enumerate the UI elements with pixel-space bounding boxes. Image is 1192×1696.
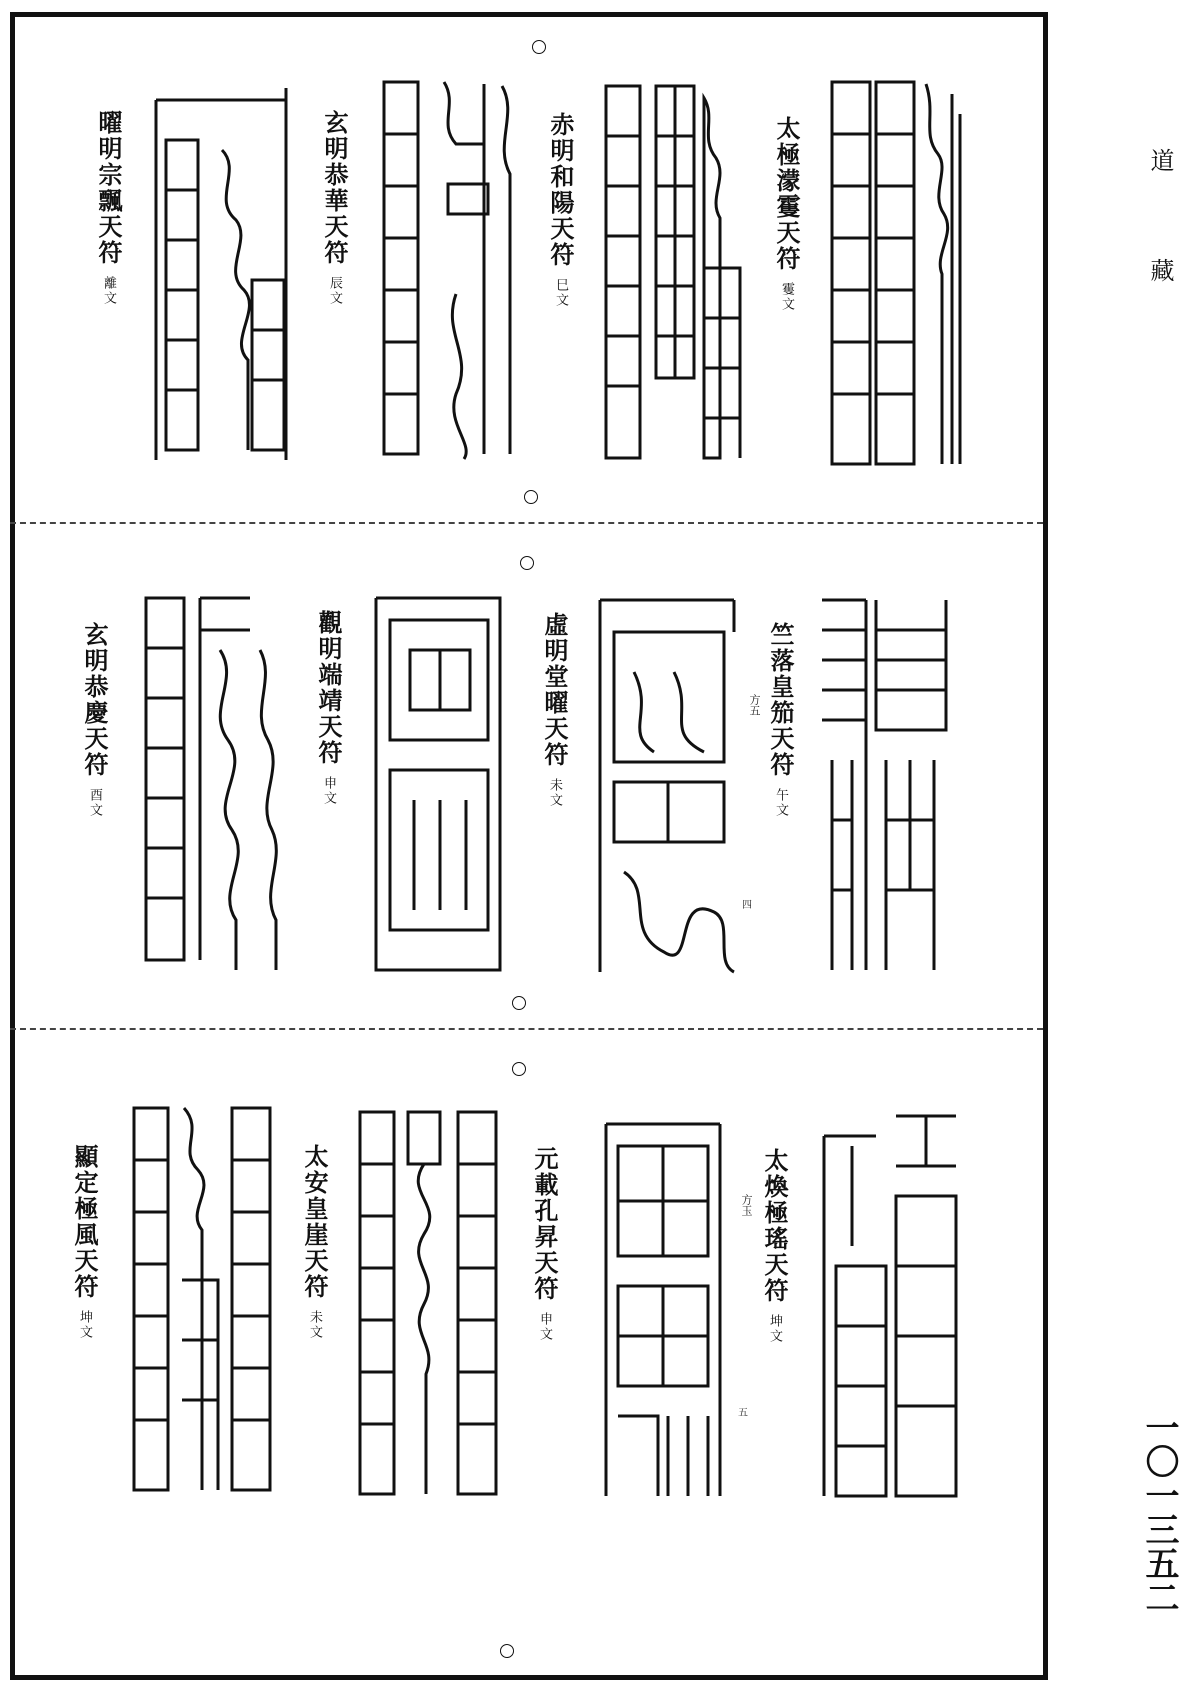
talisman-glyph-2 <box>600 78 750 468</box>
side-title-zang: 藏 <box>1146 258 1174 282</box>
talisman-glyph-11 <box>354 1104 504 1504</box>
talisman-glyph-4 <box>152 80 292 460</box>
tiny-mark: 五 <box>738 1408 748 1419</box>
band-divider-1 <box>10 522 1043 524</box>
side-title-dao: 道 <box>1146 148 1174 172</box>
talisman-glyph-5 <box>816 590 966 980</box>
band-divider-2 <box>10 1028 1043 1030</box>
talisman-caption-6: 虛明堂曜天符未文 <box>540 612 569 808</box>
talisman-note-9: 方玉 <box>740 1194 753 1216</box>
registration-circle <box>500 1644 514 1658</box>
talisman-note-5: 方五 <box>748 694 761 716</box>
talisman-caption-4: 曜明宗飄天符離文 <box>94 110 123 306</box>
talisman-glyph-12 <box>128 1100 278 1500</box>
talisman-glyph-1 <box>826 74 966 474</box>
talisman-glyph-10 <box>598 1116 728 1506</box>
tiny-mark: 四 <box>742 900 752 911</box>
talisman-glyph-7 <box>370 590 510 980</box>
registration-circle <box>524 490 538 504</box>
registration-circle <box>512 1062 526 1076</box>
talisman-glyph-9 <box>816 1106 966 1506</box>
talisman-caption-1: 太極濛䨥天符䨥文 <box>772 116 801 312</box>
talisman-caption-5: 竺落皇笳天符午文 <box>766 622 795 818</box>
talisman-caption-9: 太煥極瑤天符坤文 <box>760 1148 789 1344</box>
folio-number: 一〇一三五二 <box>1139 1410 1179 1614</box>
registration-circle <box>520 556 534 570</box>
talisman-caption-11: 太安皇崖天符未文 <box>300 1144 329 1340</box>
talisman-caption-2: 赤明和陽天符巳文 <box>546 112 575 308</box>
talisman-glyph-8 <box>140 590 290 980</box>
talisman-glyph-3 <box>378 74 528 464</box>
registration-circle <box>512 996 526 1010</box>
talisman-glyph-6 <box>594 592 744 982</box>
talisman-caption-8: 玄明恭慶天符酉文 <box>80 622 109 818</box>
talisman-caption-3: 玄明恭華天符辰文 <box>320 110 349 306</box>
talisman-caption-10: 元載孔昇天符申文 <box>530 1146 559 1342</box>
talisman-caption-7: 觀明端靖天符申文 <box>314 610 343 806</box>
registration-circle <box>532 40 546 54</box>
talisman-caption-12: 顯定極風天符坤文 <box>70 1144 99 1340</box>
